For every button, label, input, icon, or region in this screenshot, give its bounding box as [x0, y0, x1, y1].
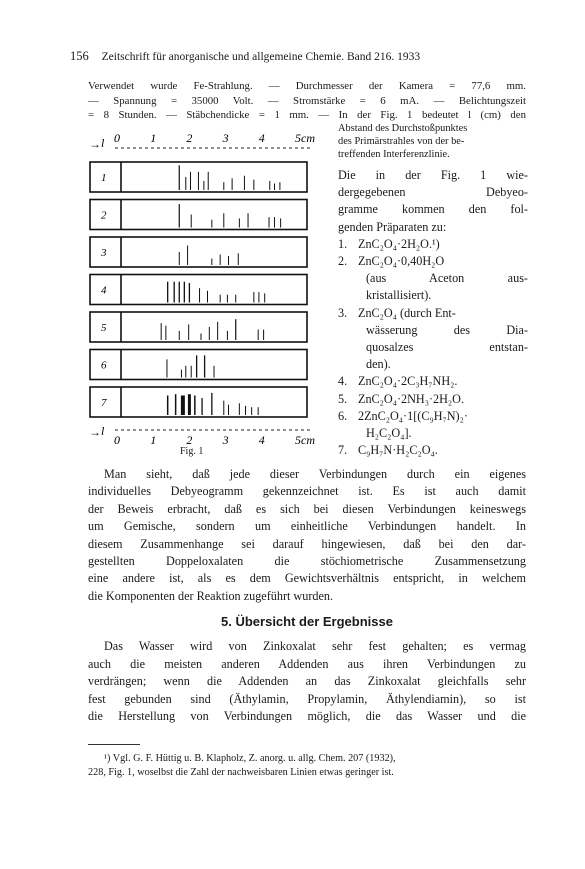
compound-item: [338, 236, 528, 253]
interference-line: [179, 204, 180, 227]
compound-item: [338, 305, 528, 322]
compound-formula: 2ZnC₂O₄·1[(C₉H₇N)₂·: [358, 408, 468, 423]
interference-line: [190, 172, 191, 190]
interference-line: [217, 322, 218, 340]
debyeogram-strip: [90, 312, 307, 342]
compound-number: 7.: [338, 443, 348, 458]
compound-item-continuation: wässerung des Dia-: [366, 322, 528, 337]
scale-tick-label: 5cm: [295, 433, 315, 446]
interference-line: [208, 172, 209, 190]
running-header: [70, 49, 420, 64]
axis-symbol: l: [101, 424, 105, 438]
interference-line: [179, 165, 180, 190]
compound-number: 5.: [338, 391, 348, 406]
scale-tick-label: 1: [150, 433, 157, 446]
text-line: dergegebenen Debyeo-: [338, 185, 528, 200]
axis-arrow-label: →: [89, 137, 101, 151]
interference-line: [191, 366, 192, 378]
interference-line: [280, 218, 281, 227]
footnote-rule: [88, 744, 140, 745]
interference-line: [179, 252, 180, 265]
text-line: Man sieht, daß jede dieser Verbindungen durch ein eigenes: [104, 467, 526, 481]
text-line: individuelles Debyeogramm gekennzeichnet ist. Es ist auch damit: [88, 484, 526, 499]
strip-outline: [90, 237, 307, 267]
debyeogram-strip: [90, 275, 307, 305]
text-line: — Spannung = 35000 Volt. — Stromstärke = 6 mA. — Belichtungszeit: [88, 94, 526, 107]
strip-outline: [90, 275, 307, 305]
text-line: die Komponenten der Reaktion zugeführt wurden.: [88, 588, 334, 603]
interference-line: [223, 182, 224, 190]
compound-list: [338, 236, 528, 460]
interference-line: [209, 327, 210, 340]
interference-line: [188, 394, 191, 415]
axis-symbol: l: [101, 136, 105, 150]
interference-line: [175, 394, 177, 415]
strip-label: 7: [101, 397, 107, 409]
interference-line: [207, 291, 208, 303]
debyeogram-figure: [85, 130, 335, 446]
text-line: gramme kommen den fol-: [338, 202, 528, 217]
interference-line: [166, 359, 167, 377]
interference-line: [232, 178, 233, 190]
text-line: = 8 Stunden. — Stäbchendicke = 1 mm. — In der Fig. 1 bedeutet l (cm) den: [88, 109, 526, 121]
strip-outline: [90, 312, 307, 342]
interference-line: [239, 403, 240, 415]
compound-list-column: [338, 167, 528, 459]
text-line: eine andere ist, als es dem Gewichtsverhältnis entspricht, in welchem: [88, 571, 526, 586]
interference-line: [258, 407, 259, 415]
text-line: treffenden Interferenzlinie.: [338, 149, 450, 161]
text-line: ¹) Vgl. G. F. Hüttig u. B. Klapholz, Z. anorg. u. allg. Chem. 207 (1932),: [104, 753, 396, 764]
text-line: Abstand des Durchstoßpunktes: [338, 123, 468, 134]
interference-line: [189, 283, 190, 303]
text-line: genden Präparaten zu:: [338, 219, 447, 234]
interference-line: [251, 407, 252, 415]
compound-item-continuation: (aus Aceton aus-: [366, 271, 528, 286]
interference-line: [201, 398, 202, 415]
scale-tick-label: 0: [114, 131, 120, 145]
compound-item: [338, 442, 528, 459]
interference-line: [258, 330, 259, 340]
strip-label: 4: [101, 284, 107, 297]
interference-line: [181, 396, 185, 416]
interference-line: [161, 323, 162, 340]
text-line: gestellten Doppeloxalaten die stöchiometrische Zusammensetzung: [88, 554, 526, 569]
interference-line: [223, 401, 224, 415]
interference-line: [214, 366, 215, 378]
debyeogram-strip: [90, 387, 307, 417]
figure-caption: Fig. 1: [180, 446, 204, 457]
compound-item: [338, 253, 528, 270]
interference-line: [269, 217, 270, 227]
journal-title: Zeitschrift für anorganische und allgemeine Chemie. Band 216. 1933: [101, 51, 421, 63]
interference-line: [196, 355, 197, 377]
compound-number: 1.: [338, 236, 348, 251]
interference-line: [179, 282, 180, 303]
strip-label: 2: [101, 209, 107, 222]
compound-formula: ZnC₂O₄·0,40H₂O: [358, 254, 445, 269]
interference-line: [167, 282, 168, 303]
compound-formula: C₉H₇N·H₂C₂O₄.: [358, 443, 438, 458]
text-line: um Gemische, sondern um einheitliche Verbindungen handelt. In: [88, 519, 526, 534]
scale-tick-label: 0: [114, 433, 120, 446]
text-line: der Beweis erbracht, daß es sich bei diesen Verbindungen keineswegs: [88, 501, 526, 516]
compound-item-continuation: kristallisiert).: [366, 288, 432, 303]
interference-line: [204, 355, 205, 377]
text-line: die Herstellung von Verbindungen möglich, die das Wasser und die: [88, 709, 526, 724]
interference-line: [274, 217, 275, 227]
interference-line: [198, 172, 199, 190]
compound-item-continuation: quosalzes entstan-: [366, 340, 528, 355]
debyeogram-strip: [90, 237, 307, 267]
debyeogram-strip: [90, 200, 307, 230]
scale-tick-label: 3: [222, 433, 229, 446]
interference-line: [179, 331, 180, 340]
compound-number: 2.: [338, 254, 348, 269]
scale-tick-label: 3: [222, 131, 229, 145]
interference-line: [263, 330, 264, 340]
interference-line: [238, 253, 239, 265]
interference-line: [274, 184, 275, 191]
compound-number: 4.: [338, 374, 348, 389]
experimental-conditions: [88, 79, 526, 123]
interference-line: [211, 259, 212, 266]
strip-label: 3: [101, 247, 107, 259]
text-line: Das Wasser wird von Zinkoxalat sehr fest gehalten; es vermag: [104, 639, 526, 653]
text-line: verdrängen; wenn die Addenden an das Zinkoxalat gleichfalls sehr: [88, 674, 526, 689]
interference-line: [223, 213, 224, 227]
interference-line: [203, 181, 204, 190]
interference-line: [188, 324, 189, 340]
interference-line: [191, 215, 192, 228]
interference-line: [211, 220, 212, 228]
text-line: auch die meisten anderen Addenden aus ihren Verbindungen zu: [88, 656, 526, 671]
interference-line: [194, 396, 196, 416]
page-number: 156: [70, 49, 89, 63]
axis-explanation: [338, 122, 528, 162]
interference-line: [227, 295, 228, 303]
compound-number: 3.: [338, 305, 348, 320]
interference-line: [220, 255, 221, 265]
text-line: des Primärstrahles von der be-: [338, 136, 465, 148]
interference-line: [220, 295, 221, 303]
bottom-scale: [89, 424, 315, 446]
interference-line: [248, 213, 249, 227]
compound-formula: ZnC₂O₄·2NH₃·2H₂O.: [358, 391, 465, 406]
axis-arrow-label: →: [89, 425, 101, 439]
strip-outline: [90, 387, 307, 417]
debyeogram-strips: [90, 162, 307, 417]
debyeogram-strip: [90, 162, 307, 192]
compound-item-continuation: den).: [366, 357, 391, 372]
interference-line: [244, 176, 245, 190]
interference-line: [227, 331, 228, 340]
compound-item: [338, 373, 528, 390]
debyeogram-strip: [90, 350, 307, 380]
compound-formula: ZnC₂O₄·2H₂O.¹): [358, 236, 440, 251]
compound-formula: ZnC₂O₄ (durch Ent-: [358, 305, 456, 320]
interference-line: [167, 396, 169, 416]
scale-tick-label: 1: [150, 131, 157, 145]
text-line: diesem Zusammenhange sei darauf hingewiesen, daß bei den dar-: [88, 536, 526, 551]
interference-line: [239, 218, 240, 227]
interference-line: [245, 406, 246, 415]
interference-line: [258, 292, 259, 302]
footnote: [88, 752, 526, 780]
interference-line: [165, 326, 166, 340]
interference-line: [185, 366, 186, 378]
compound-formula: ZnC₂O₄·2C₃H₇NH₂.: [358, 374, 458, 389]
interference-line: [228, 405, 229, 415]
strip-outline: [90, 350, 307, 380]
interference-line: [235, 295, 236, 303]
compound-item: [338, 391, 528, 408]
text-line: fest gebunden sind (Äthylamin, Propylamin, Äthylendiamin), so ist: [88, 691, 526, 706]
interference-line: [228, 256, 229, 265]
interference-line: [185, 177, 186, 190]
compound-item-continuation: H₂C₂O₄].: [366, 426, 412, 441]
compound-item: [338, 408, 528, 425]
interference-line: [174, 282, 175, 303]
scale-tick-label: 2: [186, 433, 193, 446]
results-paragraph: [88, 638, 526, 726]
top-scale: [89, 131, 315, 151]
scale-tick-label: 4: [258, 433, 265, 446]
scale-tick-label: 2: [186, 131, 193, 145]
interference-line: [200, 334, 201, 341]
scale-tick-label: 4: [258, 131, 265, 145]
scale-tick-label: 5cm: [295, 131, 315, 145]
interference-line: [279, 182, 280, 190]
interference-line: [211, 393, 212, 415]
interference-line: [269, 181, 270, 190]
interference-line: [253, 180, 254, 190]
interference-line: [264, 293, 265, 302]
strip-label: 6: [101, 359, 107, 372]
discussion-paragraph: [88, 466, 526, 605]
interference-line: [253, 292, 254, 302]
interference-line: [235, 319, 236, 340]
text-line: Verwendet wurde Fe-Strahlung. — Durchmesser der Kamera = 77,6 mm.: [88, 80, 526, 92]
strip-label: 1: [101, 172, 107, 184]
interference-line: [187, 246, 188, 266]
interference-line: [184, 282, 185, 303]
section-heading: 5. Übersicht der Ergebnisse: [221, 614, 393, 629]
interference-line: [199, 288, 200, 302]
strip-label: 5: [101, 322, 107, 334]
text-line: Die in der Fig. 1 wie-: [338, 168, 528, 182]
compound-number: 6.: [338, 408, 348, 423]
text-line: 228, Fig. 1, woselbst die Zahl der nachweisbaren Linien etwas geringer ist.: [88, 767, 394, 778]
interference-line: [181, 370, 182, 378]
